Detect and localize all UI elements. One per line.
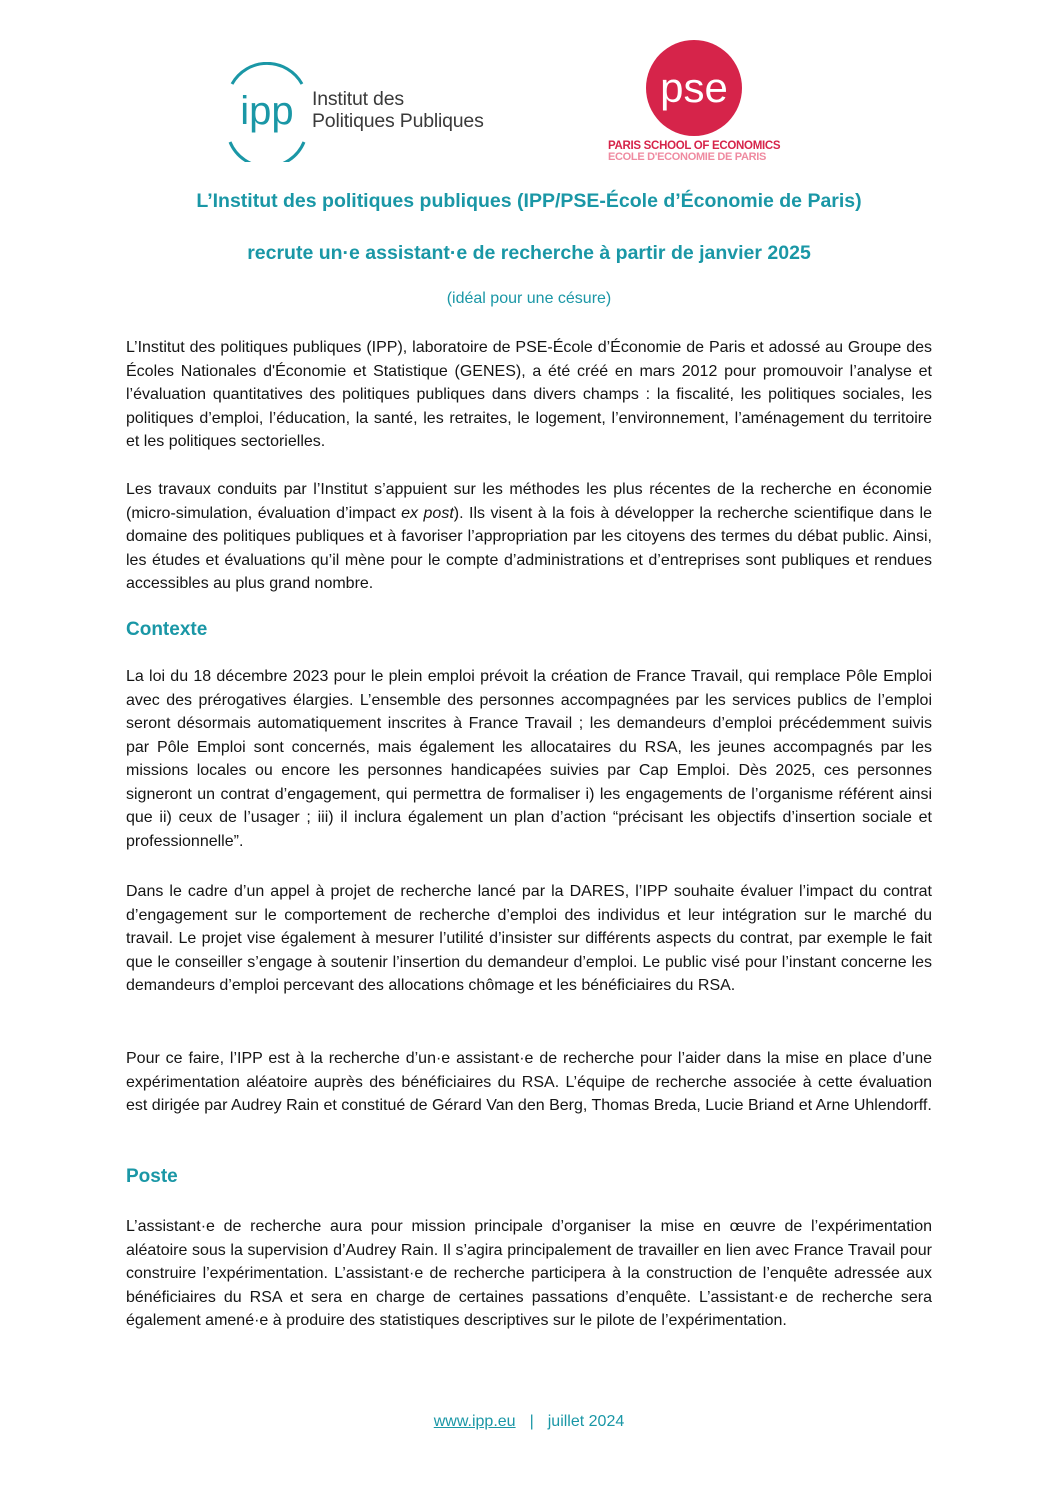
- pse-logo: [604, 38, 788, 168]
- footer-separator: |: [529, 1413, 534, 1430]
- ipp-mark: ipp: [240, 89, 294, 133]
- ipp-name-line1: Institut des: [312, 88, 404, 110]
- ipp-name: [312, 88, 484, 132]
- intro-paragraph-2: [126, 478, 932, 596]
- ipp-arc-logo-icon: [222, 62, 312, 162]
- footer-website-link[interactable]: www.ipp.eu: [433, 1413, 516, 1430]
- ipp-logo: [222, 62, 492, 162]
- intro-paragraph-1: L’Institut des politiques publiques (IPP), laboratoire de PSE-École d’Économie de Paris et adossé au Groupe des Écoles Nationales d'Économie et Statistique (GENES), a été créé en mars 2012 pour promouvoir l’analyse et l’évaluation quantitatives des politiques publiques dans divers champs : la fiscalité, les politiques sociales, les politiques d’emploi, l’éducation, la santé, les retraites, le logement, l’environnement, l’aménagement du territoire et les politiques sectorielles.: [126, 339, 932, 450]
- poste-paragraph-1: L’assistant·e de recherche aura pour mission principale d’organiser la mise en œuvre de l’expérimentation aléatoire sous la supervision d’Audrey Rain. Il s’agira principalement de travailler en lien avec France Travail pour construire l’expérimentation. L’assistant·e de recherche participera à la construction de l’enquête adressée aux bénéficiaires du RSA et sera en charge de certaines passations d’enquête. L’assistant·e de recherche sera également amené·e à produire des statistiques descriptives sur le pilote de l’expérimentation.: [126, 1218, 932, 1329]
- contexte-paragraph-1: La loi du 18 décembre 2023 pour le plein emploi prévoit la création de France Travail, qui remplace Pôle Emploi avec des prérogatives élargies. L’ensemble des personnes accompagnées par les services publics de l’emploi seront désormais automatiquement inscrites à France Travail ; les demandeurs d’emploi précédemment suivis par Pôle Emploi sont concernés, mais également les allocataires du RSA, les jeunes accompagnés par les missions locales ou encore les personnes handicapées suivies par Cap Emploi. Dès 2025, ces personnes signeront un contrat d’engagement, qui permettra de formaliser i) les engagements de l’organisme référent ainsi que ii) ceux de l’usager ; iii) il inclura également un plan d’action “précisant les objectifs d’insertion sociale et professionnelle”.: [126, 668, 932, 850]
- contexte-paragraph-2: Dans le cadre d’un appel à projet de recherche lancé par la DARES, l’IPP souhaite évaluer l’impact du contrat d’engagement sur le comportement de recherche d’emploi des individus et leur intégration sur le marché du travail. Le projet vise également à mesurer l’utilité d’insister sur différents aspects du contrat, par exemple le fait que le conseiller s’engage à soutenir l’insertion du demandeur d’emploi. Le public visé pour l’instant concerne les demandeurs d’emploi percevant des allocations chômage et les bénéficiaires du RSA.: [126, 883, 932, 994]
- contexte-paragraph-3: Pour ce faire, l’IPP est à la recherche d’un·e assistant·e de recherche pour l’aider dans la mise en place d’une expérimentation aléatoire auprès des bénéficiaires du RSA. L’équipe de recherche associée à cette évaluation est dirigée par Audrey Rain et constitué de Gérard Van den Berg, Thomas Breda, Lucie Briand et Arne Uhlendorff.: [126, 1050, 932, 1114]
- intro-paragraph-2-emphasis: ex post: [401, 504, 454, 522]
- section-heading-contexte: Contexte: [126, 619, 208, 640]
- section-heading-poste: Poste: [126, 1166, 178, 1187]
- page-title: L’Institut des politiques publiques (IPP/PSE-École d’Économie de Paris): [196, 190, 862, 212]
- intro-paragraph-2-part1: Les travaux conduits par l’Institut s’appuient sur les méthodes les plus récentes de la recherche en économie (micro-simulation, évaluation d’impact: [126, 481, 932, 522]
- page-title-line2: recrute un·e assistant·e de recherche à partir de janvier 2025: [247, 242, 811, 264]
- page-subtitle: (idéal pour une césure): [446, 290, 612, 307]
- ipp-name-line2: Politiques Publiques: [312, 110, 484, 132]
- pse-mark: pse: [660, 64, 728, 111]
- pse-name-en: PARIS SCHOOL OF ECONOMICS: [608, 140, 781, 152]
- pse-name-fr: ECOLE D'ECONOMIE DE PARIS: [608, 151, 767, 163]
- page-footer: [0, 1413, 1058, 1431]
- pse-circle-logo-icon: [644, 38, 744, 138]
- intro-paragraph-2-part2: ). Ils visent à la fois à développer la recherche scientifique dans le domaine des politiques publiques et à favoriser l’appropriation par les citoyens des termes du débat public. Ainsi, les études et évaluations qu’il mène pour le compte d’administrations et d’entreprises sont publiques et rendues accessibles au plus grand nombre.: [126, 504, 932, 592]
- footer-date: juillet 2024: [547, 1413, 625, 1430]
